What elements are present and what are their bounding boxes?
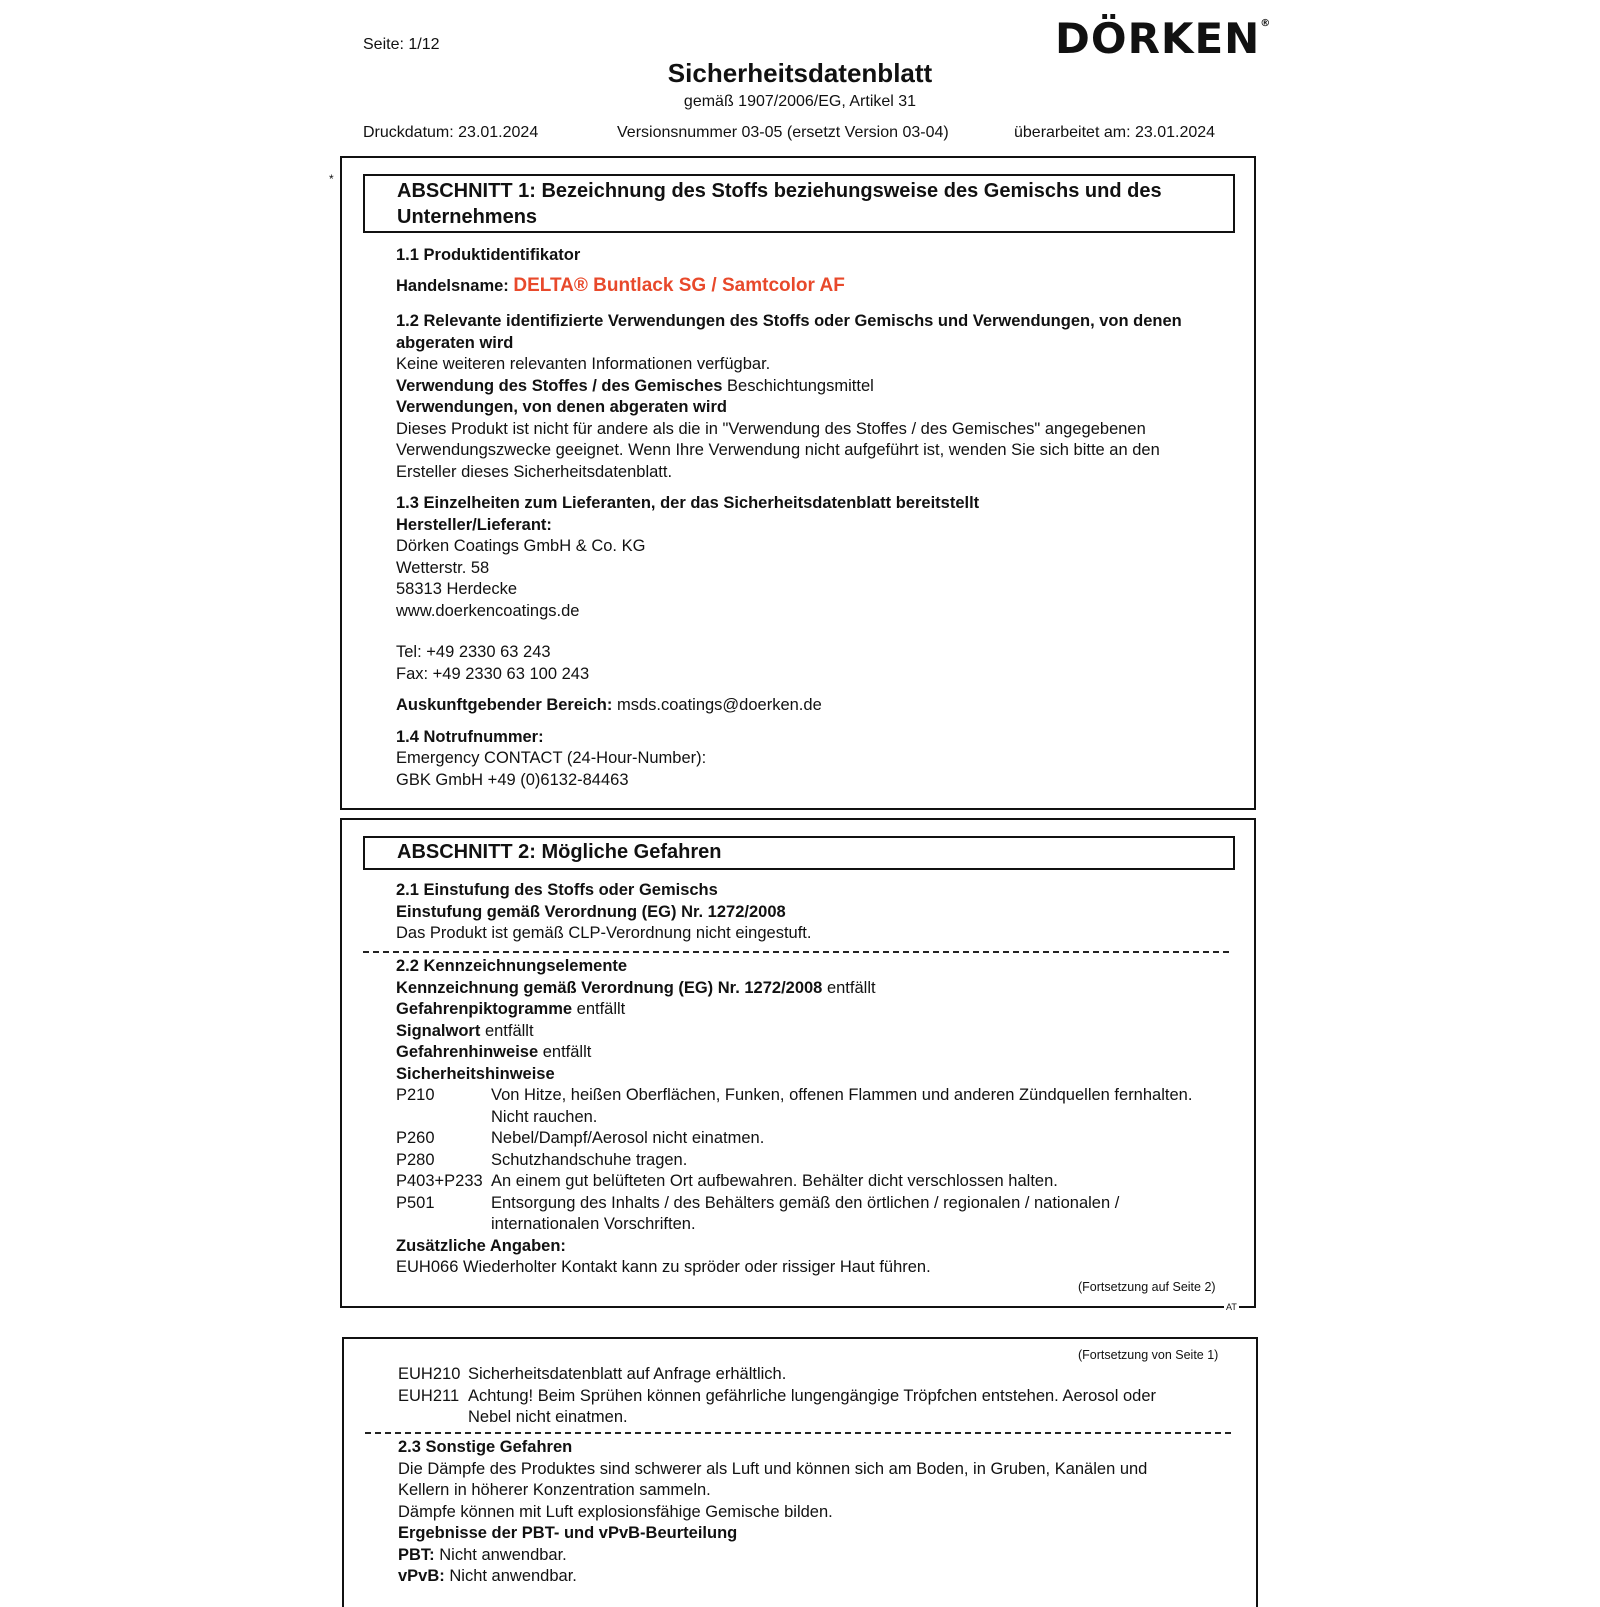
section-2-content-b [396,956,1236,1279]
print-date: Druckdatum: 23.01.2024 [363,124,539,141]
hazard-value: entfällt [542,1043,592,1061]
s13-heading: 1.3 Einzelheiten zum Lieferanten, der das Sicherheitsdatenblatt bereitstellt [396,494,980,512]
p-code: P403+P233 [396,1172,483,1190]
section-1-title-line1: ABSCHNITT 1: Bezeichnung des Stoffs beziehungsweise des Gemischs und des [397,180,1162,202]
trade-name-row [396,275,1236,298]
euh210-code: EUH210 [398,1365,461,1383]
safety-heading: Sicherheitshinweise [396,1064,555,1083]
p-statement-row [396,1085,1236,1128]
company-city: 58313 Herdecke [396,580,518,598]
p-text [491,1193,1119,1236]
label-reg-value: entfällt [826,978,876,997]
s14-heading: 1.4 Notrufnummer: [396,727,544,746]
company-website: www.doerkencoatings.de [396,601,580,620]
euh211-text [468,1386,1156,1429]
vpvb-label: vPvB: [398,1567,445,1585]
s21-heading: 2.1 Einstufung des Stoffs oder Gemischs [396,881,718,899]
p-text [491,1085,1192,1128]
vpvb-row [398,1566,1238,1588]
logo-text: DÖRKEN [1055,14,1261,63]
emergency-line2: GBK GmbH +49 (0)6132-84463 [396,770,629,789]
info-email: msds.coatings@doerken.de [616,696,822,714]
p-code: P260 [396,1129,435,1147]
euh210-row [398,1364,1238,1386]
s21-text: Das Produkt ist gemäß CLP-Verordnung nicht eingestuft. [396,924,812,942]
info-label: Auskunftgebender Bereich: [396,696,613,714]
s12-text: Keine weiteren relevanten Informationen verfügbar. [396,355,771,373]
company-tel: Tel: +49 2330 63 243 [396,643,551,661]
p-text-line2: internationalen Vorschriften. [491,1215,696,1233]
logo-registered-mark: ® [1260,18,1272,29]
s23-line3: Dämpfe können mit Luft explosionsfähige Gemische bilden. [398,1502,833,1521]
pbt-heading: Ergebnisse der PBT- und vPvB-Beurteilung [398,1524,738,1542]
p-text-line2: Nicht rauchen. [491,1107,598,1126]
pictograms-row [396,999,1236,1021]
p-code: P280 [396,1150,435,1169]
signal-row [396,1021,1236,1043]
company-street: Wetterstr. 58 [396,558,490,577]
p-statement-row [396,1193,1236,1236]
s22-heading: 2.2 Kennzeichnungselemente [396,957,628,975]
version-number: Versionsnummer 03-05 (ersetzt Version 03-04) [617,124,949,141]
label-reg-row [396,978,1236,1000]
p-text-line1: Von Hitze, heißen Oberflächen, Funken, offenen Flammen und anderen Zündquellen fernhalten. [491,1086,1193,1104]
info-row [396,695,1236,717]
document-title: Sicherheitsdatenblatt [667,58,933,88]
p-text-line1: Entsorgung des Inhalts / des Behälters gemäß den örtlichen / regionalen / nationalen / [491,1193,1120,1212]
euh211-row [398,1386,1238,1429]
vpvb-value: Nicht anwendbar. [449,1567,577,1585]
dashed-divider [365,1432,1231,1434]
euh211-line2: Nebel nicht einatmen. [468,1408,628,1426]
trade-name-label: Handelsname: [396,276,509,295]
label-reg-label: Kennzeichnung gemäß Verordnung (EG) Nr. 1272/2008 [396,978,823,997]
trade-name-value: DELTA® Buntlack SG / Samtcolor AF [513,274,845,296]
s21-subheading: Einstufung gemäß Verordnung (EG) Nr. 1272/2008 [396,902,786,921]
euh066: EUH066 Wiederholter Kontakt kann zu spröder oder rissiger Haut führen. [396,1258,931,1276]
pictograms-value: entfällt [576,1000,626,1018]
p-text-line1: Schutzhandschuhe tragen. [491,1150,688,1169]
section-2-content-a [396,880,1236,945]
p-statement-row [396,1128,1236,1150]
country-mark: AT [1226,1302,1237,1312]
section-1-title [363,174,1235,233]
p-code: P210 [396,1086,435,1104]
s23-line2: Kellern in höherer Konzentration sammeln. [398,1481,711,1499]
signal-value: entfällt [484,1021,534,1040]
use-row [396,376,1236,398]
s23-line1: Die Dämpfe des Produktes sind schwerer als Luft und können sich am Boden, in Gruben, Kanälen und [398,1459,1148,1478]
p-text-line1: An einem gut belüfteten Ort aufbewahren. Behälter dicht verschlossen halten. [491,1172,1058,1190]
supplier-label: Hersteller/Lieferant: [396,515,552,534]
advised-against-label: Verwendungen, von denen abgeraten wird [396,398,727,416]
use-value: Beschichtungsmittel [727,376,874,395]
company-fax: Fax: +49 2330 63 100 243 [396,664,590,683]
section-2-title: ABSCHNITT 2: Mögliche Gefahren [363,836,1235,870]
continued-from-note: (Fortsetzung von Seite 1) [1078,1348,1219,1362]
revision-date: überarbeitet am: 23.01.2024 [1014,124,1216,141]
continued-on-note: (Fortsetzung auf Seite 2) [1078,1280,1216,1294]
use-label: Verwendung des Stoffes / des Gemisches [396,376,723,395]
document-subtitle: gemäß 1907/2006/EG, Artikel 31 [683,93,917,110]
additional-heading: Zusätzliche Angaben: [396,1236,566,1255]
emergency-line1: Emergency CONTACT (24-Hour-Number): [396,749,707,767]
euh211-code: EUH211 [398,1386,460,1405]
company-logo [1055,14,1271,63]
page-2-content-a [398,1364,1238,1429]
euh210-text: Sicherheitsdatenblatt auf Anfrage erhältlich. [468,1365,787,1383]
advised-line1: Dieses Produkt ist nicht für andere als die in "Verwendung des Stoffes / des Gemisches" angegebenen [396,419,1146,438]
s11-heading: 1.1 Produktidentifikator [396,246,581,264]
hazard-row [396,1042,1236,1064]
advised-line3: Ersteller dieses Sicherheitsdatenblatt. [396,462,673,481]
p-statement-row [396,1150,1236,1172]
pictograms-label: Gefahrenpiktogramme [396,1000,573,1018]
p-text-line1: Nebel/Dampf/Aerosol nicht einatmen. [491,1129,765,1147]
page-2-content-b [398,1437,1238,1588]
company-name: Dörken Coatings GmbH & Co. KG [396,537,646,555]
hazard-label: Gefahrenhinweise [396,1043,539,1061]
pbt-label: PBT: [398,1545,435,1564]
p-statement-row [396,1171,1236,1193]
dashed-divider [363,951,1229,953]
pbt-row [398,1545,1238,1567]
advised-line2: Verwendungszwecke geeignet. Wenn Ihre Verwendung nicht aufgeführt ist, wenden Sie sich bitte an den [396,441,1160,459]
page-number: Seite: 1/12 [363,36,440,53]
change-marker: * [329,172,334,186]
section-1-title-line2: Unternehmens [397,206,538,228]
s12-heading-line1: 1.2 Relevante identifizierte Verwendungen des Stoffs oder Gemischs und Verwendungen, von denen [396,312,1182,330]
p-code: P501 [396,1193,435,1212]
euh211-line1: Achtung! Beim Sprühen können gefährliche lungengängige Tröpfchen entstehen. Aerosol oder [468,1386,1156,1405]
pbt-value: Nicht anwendbar. [439,1545,567,1564]
s23-heading: 2.3 Sonstige Gefahren [398,1438,573,1456]
section-1-content [396,245,1236,791]
s12-heading-line2: abgeraten wird [396,333,514,352]
signal-label: Signalwort [396,1021,481,1040]
